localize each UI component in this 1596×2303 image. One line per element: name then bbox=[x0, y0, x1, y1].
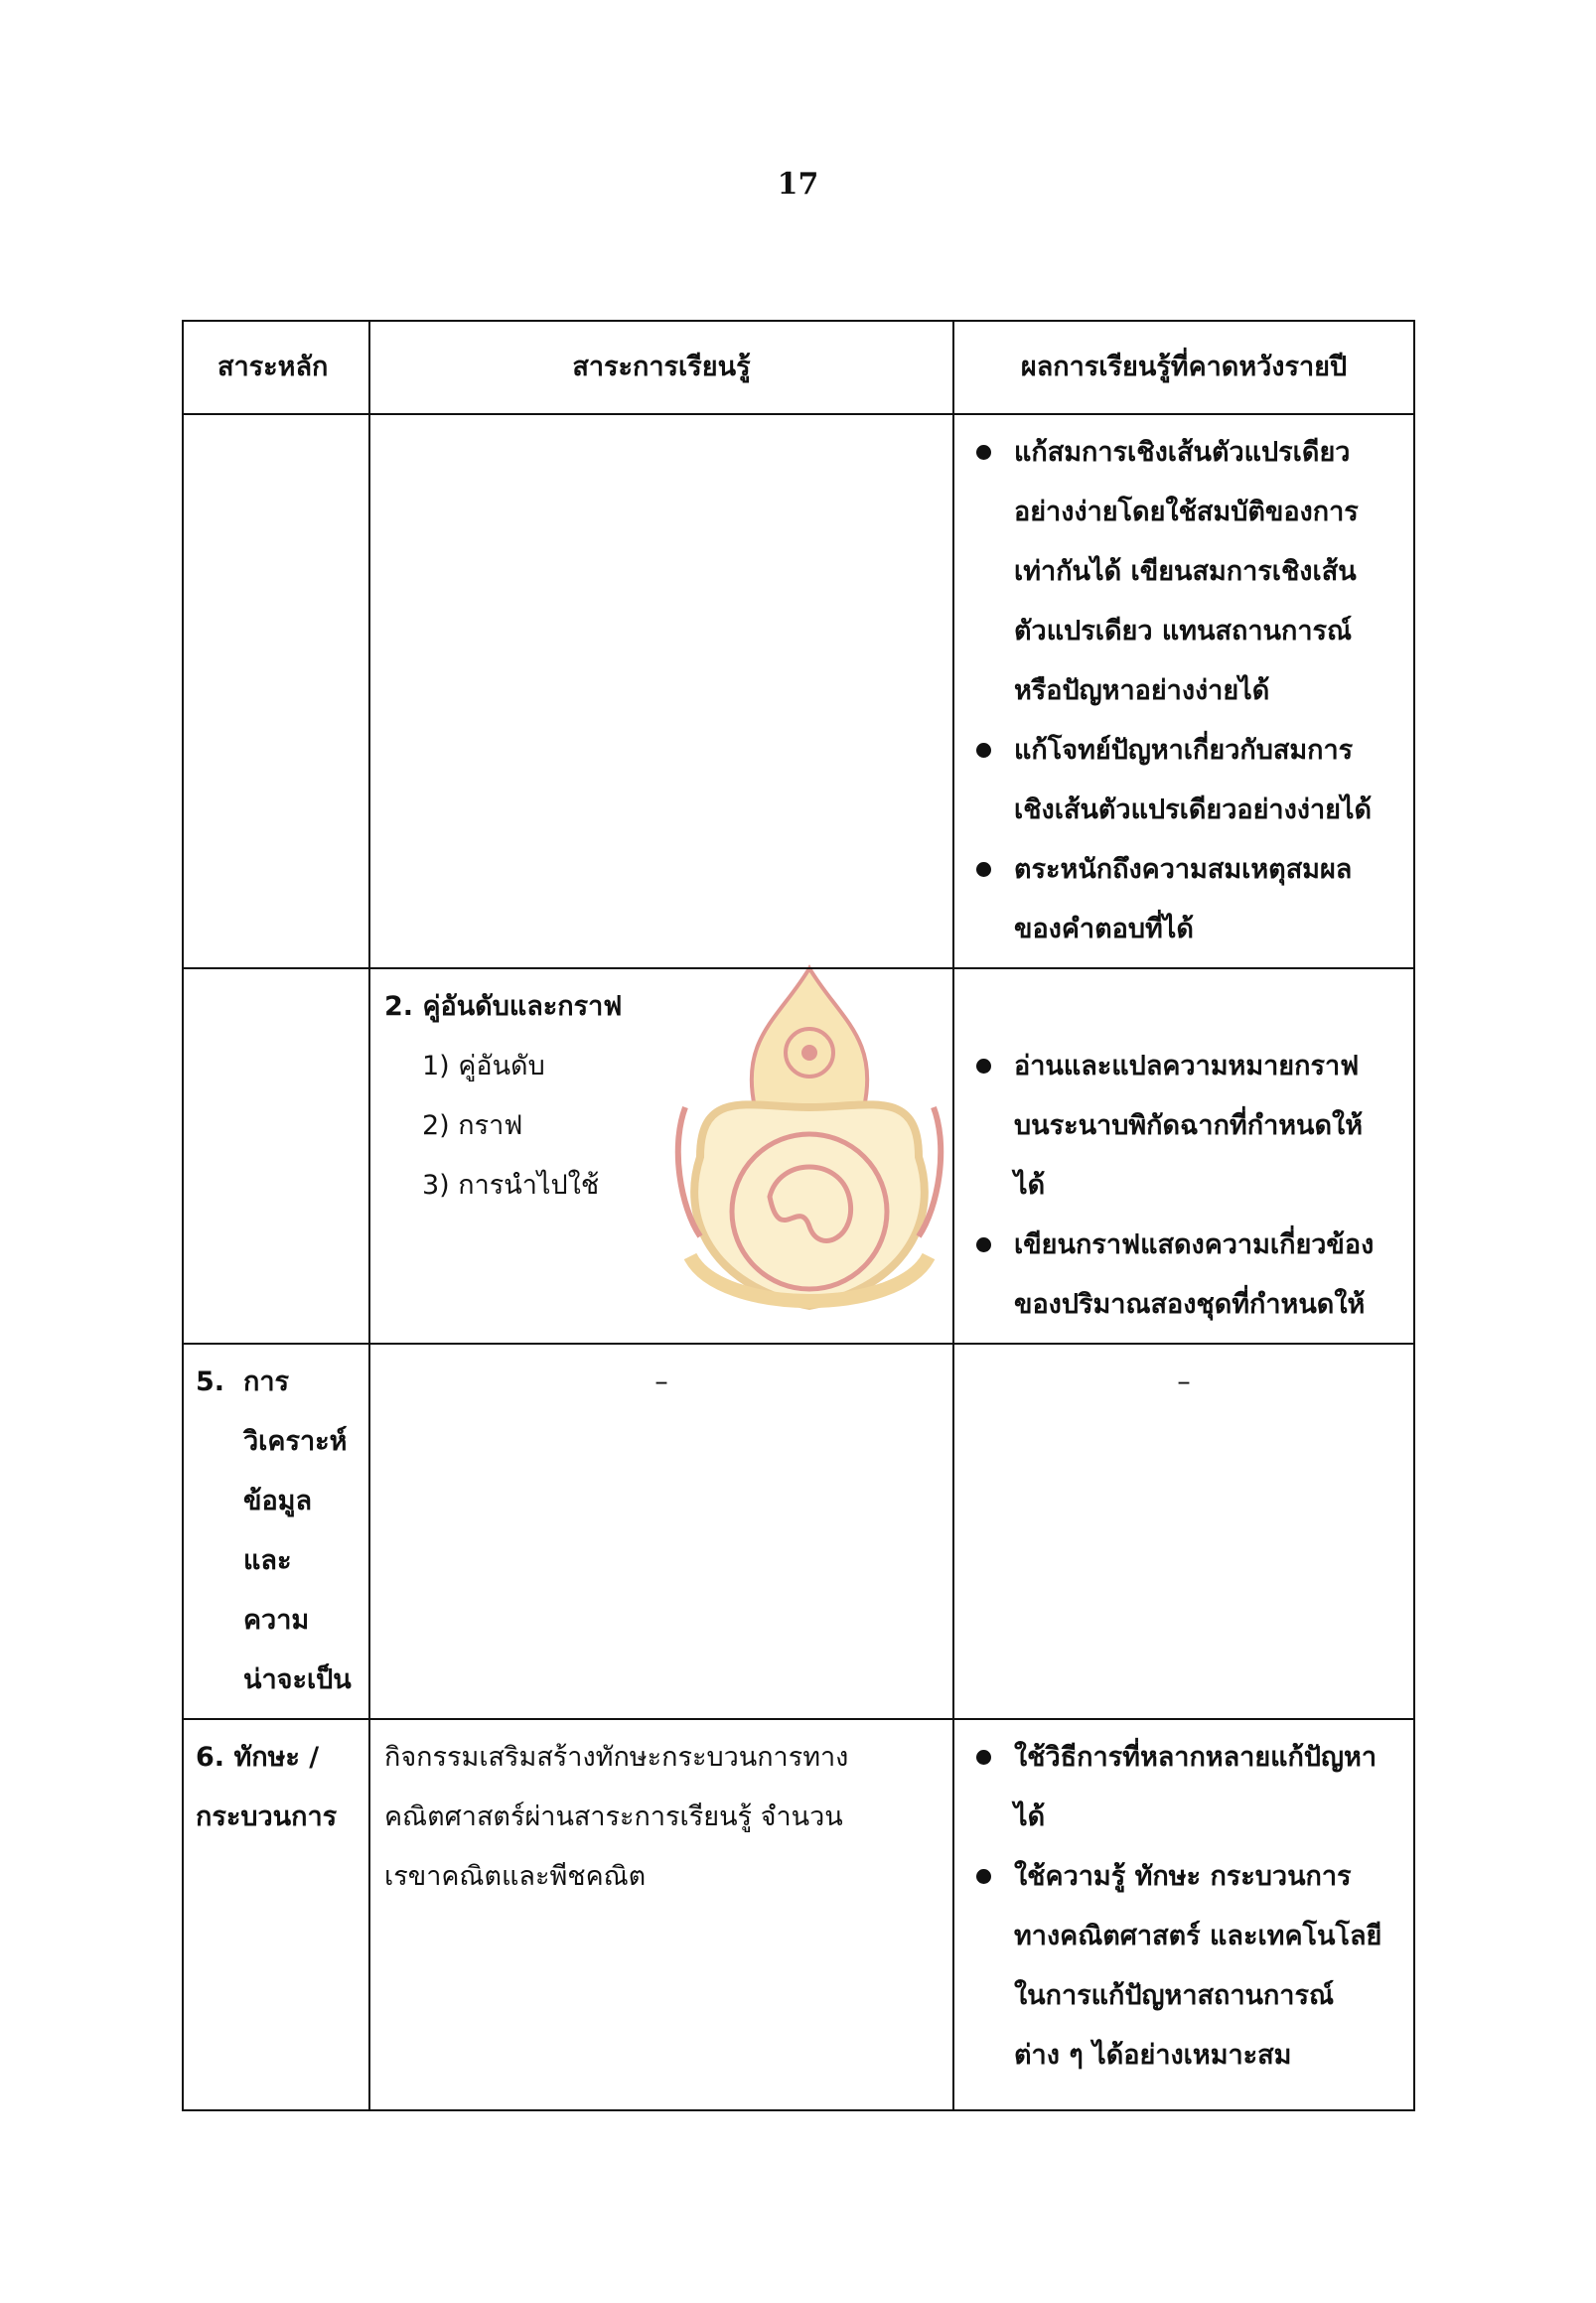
bullet-icon bbox=[976, 445, 991, 460]
header-content: สาระการเรียนรู้ bbox=[369, 321, 953, 414]
outcomes-cell bbox=[953, 968, 1414, 1344]
bullet-icon bbox=[976, 1059, 991, 1074]
strand-cell bbox=[183, 1344, 369, 1719]
table-header-row bbox=[183, 321, 1414, 414]
subtopic-item: 2) กราฟ bbox=[422, 1110, 523, 1141]
subtopic-item: 1) คู่อันดับ bbox=[422, 1051, 545, 1081]
list-item: เขียนกราฟแสดงความเกี่ยวข้อง ของปริมาณสองชุดที่กำหนดให้ bbox=[968, 1216, 1399, 1335]
header-strand: สาระหลัก bbox=[183, 321, 369, 414]
topic-heading: 2. คู่อันดับและกราฟ bbox=[384, 991, 623, 1022]
strand-title-line: และ bbox=[243, 1545, 292, 1576]
list-item: ใช้วิธีการที่หลากหลายแก้ปัญหา ได้ bbox=[968, 1728, 1399, 1847]
bullet-icon bbox=[976, 1237, 991, 1252]
strand-title-line: วิเคราะห์ bbox=[243, 1426, 348, 1457]
content-line: เรขาคณิตและพีชคณิต bbox=[384, 1861, 647, 1892]
content-cell bbox=[369, 414, 953, 968]
table-row bbox=[183, 1719, 1414, 2110]
outcome-list bbox=[968, 423, 1399, 959]
list-item: แก้สมการเชิงเส้นตัวแปรเดียว อย่างง่ายโดยใช้สมบัติของการ เท่ากันได้ เขียนสมการเชิงเส้น ตัวแปรเดียว แทนสถานการณ์ หรือปัญหาอย่างง่ายได้ bbox=[968, 423, 1399, 721]
empty-dash: – bbox=[1177, 1367, 1191, 1397]
table-row bbox=[183, 968, 1414, 1344]
outcomes-cell bbox=[953, 1719, 1414, 2110]
list-item: ตระหนักถึงความสมเหตุสมผล ของคำตอบที่ได้ bbox=[968, 840, 1399, 959]
strand-title-line: ทักษะ / bbox=[233, 1742, 320, 1773]
bullet-icon bbox=[976, 1869, 991, 1884]
content-cell bbox=[369, 968, 953, 1344]
table-row bbox=[183, 1344, 1414, 1719]
list-item: แก้โจทย์ปัญหาเกี่ยวกับสมการ เชิงเส้นตัวแปรเดียวอย่างง่ายได้ bbox=[968, 721, 1399, 840]
bullet-icon bbox=[976, 743, 991, 758]
content-line: คณิตศาสตร์ผ่านสาระการเรียนรู้ จำนวน bbox=[384, 1801, 843, 1832]
bullet-icon bbox=[976, 1750, 991, 1765]
bullet-icon bbox=[976, 862, 991, 877]
outcome-list bbox=[968, 1728, 1399, 2086]
strand-title-line: กระบวนการ bbox=[196, 1801, 338, 1832]
subtopic-item: 3) การนำไปใช้ bbox=[422, 1170, 600, 1201]
header-outcomes: ผลการเรียนรู้ที่คาดหวังรายปี bbox=[953, 321, 1414, 414]
outcomes-cell bbox=[953, 1344, 1414, 1719]
strand-title-line: การ bbox=[243, 1367, 290, 1397]
content-cell bbox=[369, 1344, 953, 1719]
curriculum-table bbox=[182, 320, 1415, 2111]
strand-number: 6. bbox=[196, 1742, 225, 1773]
strand-cell bbox=[183, 968, 369, 1344]
outcome-list bbox=[968, 1037, 1399, 1335]
strand-number: 5. bbox=[196, 1367, 225, 1397]
strand-cell bbox=[183, 1719, 369, 2110]
strand-cell bbox=[183, 414, 369, 968]
strand-title-line: ความ bbox=[243, 1605, 310, 1636]
strand-title-line: น่าจะเป็น bbox=[243, 1664, 352, 1695]
list-item: อ่านและแปลความหมายกราฟ บนระนาบพิกัดฉากที่กำหนดให้ ได้ bbox=[968, 1037, 1399, 1216]
empty-dash: – bbox=[654, 1367, 668, 1397]
outcomes-cell bbox=[953, 414, 1414, 968]
table-row bbox=[183, 414, 1414, 968]
content-cell bbox=[369, 1719, 953, 2110]
content-line: กิจกรรมเสริมสร้างทักษะกระบวนการทาง bbox=[384, 1742, 849, 1773]
page-number: 17 bbox=[777, 167, 819, 202]
strand-title-line: ข้อมูล bbox=[243, 1486, 313, 1516]
list-item: ใช้ความรู้ ทักษะ กระบวนการ ทางคณิตศาสตร์ และเทคโนโลยี ในการแก้ปัญหาสถานการณ์ ต่าง ๆ ได้อย่างเหมาะสม bbox=[968, 1847, 1399, 2086]
